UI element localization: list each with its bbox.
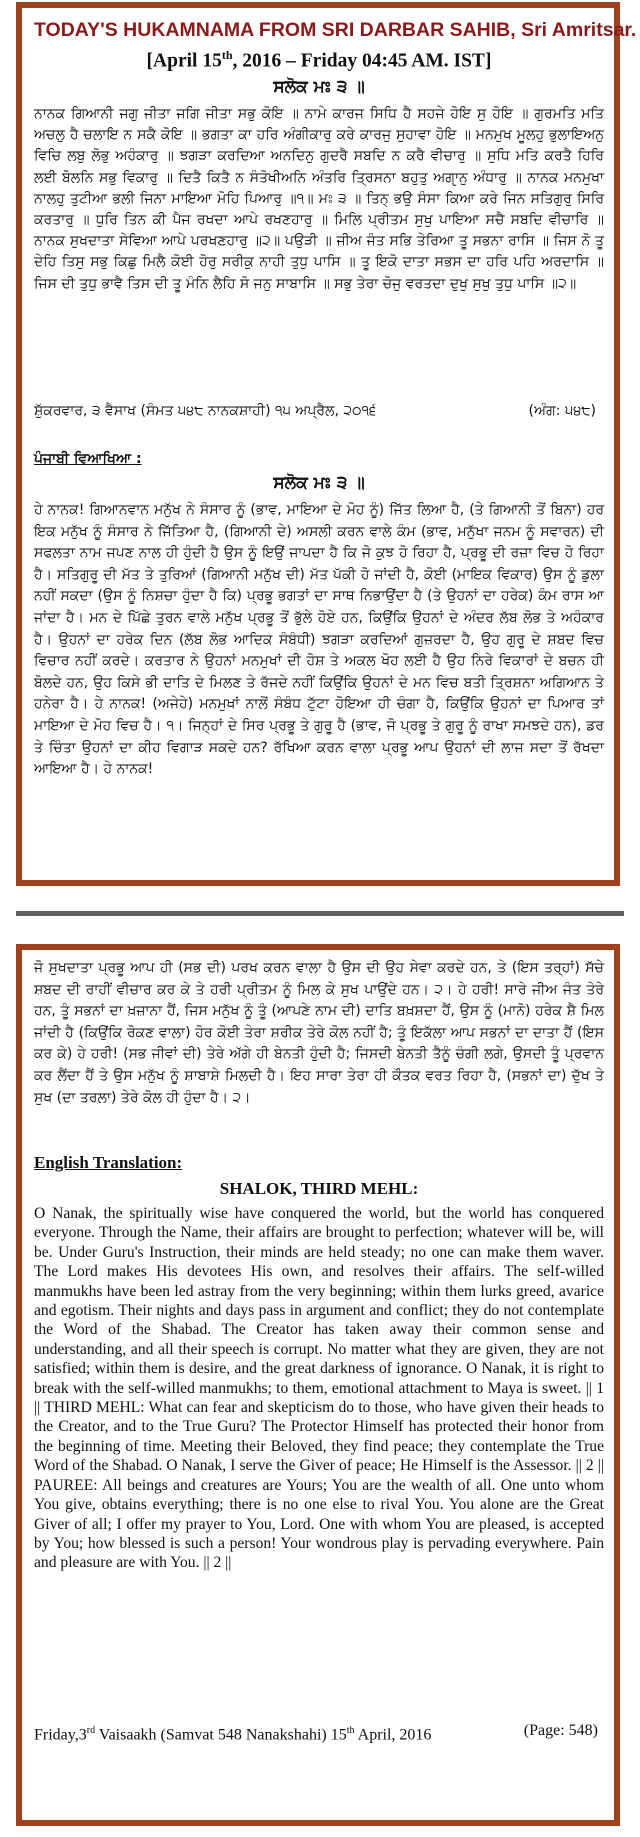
gurbani-date: ਸ਼ੁੱਕਰਵਾਰ, ੩ ਵੈਸਾਖ (ਸੰਮਤ ੫੪੮ ਨਾਨਕਸ਼ਾਹੀ) ੧੫ ਅਪ੍ਰੈਲ, ੨੦੧੬: [34, 403, 377, 419]
date-heading: [34, 43, 604, 74]
gurbani-date-row: [34, 400, 604, 422]
english-page-ref: (Page: 548): [523, 1722, 598, 1739]
english-date-post: April, 2016: [354, 1726, 432, 1744]
punjabi-heading: ਸਲੋਕ ਮਃ ੩ ॥: [273, 473, 365, 493]
gurbani-page-ref: (ਅੰਗ: ੫੪੮): [528, 403, 596, 419]
date-heading-post: , 2016 – Friday 04:45 AM. IST]: [232, 50, 492, 72]
english-date-sup: rd: [86, 1725, 96, 1736]
english-heading: SHALOK, THIRD MEHL:: [219, 1179, 419, 1198]
punjabi-label: ਪੰਜਾਬੀ ਵਿਆਖਿਆ :: [34, 451, 142, 467]
page-title: TODAY'S HUKAMNAMA FROM SRI DARBAR SAHIB, Sri Amritsar.: [34, 19, 637, 41]
punjabi-text-part2: ਜੋ ਸੁਖਦਾਤਾ ਪ੍ਰਭੂ ਆਪ ਹੀ (ਸਭ ਦੀ) ਪਰਖ ਕਰਨ ਵਾਲਾ ਹੈ ਉਸ ਦੀ ਉਹ ਸੇਵਾ ਕਰਦੇ ਹਨ, ਤੇ (ਇਸ ਤਰ੍ਹਾਂ) ਸੱਚੇ ਸ਼ਬਦ ਦੀ ਰਾਹੀਂ ਵੀਚਾਰ ਕਰ ਕੇ ਤੇ ਹਰੀ ਪ੍ਰੀਤਮ ਨੂੰ ਮਿਲ ਕੇ ਸੁਖ ਪਾਉਂਦੇ ਹਨ। ੨। ਹੇ ਹਰੀ! ਸਾਰੇ ਜੀਅ ਜੰਤ ਤੇਰੇ ਹਨ, ਤੂੰ ਸਭਨਾਂ ਦਾ ਖ਼ਜ਼ਾਨਾ ਹੈਂ, ਜਿਸ ਮਨੁੱਖ ਨੂੰ ਤੂੰ (ਆਪਣੇ ਨਾਮ ਦੀ) ਦਾਤਿ ਬਖ਼ਸ਼ਦਾ ਹੈਂ, ਉਸ ਨੂੰ (ਮਾਨੋ) ਹਰੇਕ ਸ਼ੈ ਮਿਲ ਜਾਂਦੀ ਹੈ (ਕਿਉਂਕਿ ਰੋਕਣ ਵਾਲਾ) ਹੋਰ ਕੋਈ ਤੇਰਾ ਸ਼ਰੀਕ ਤੇਰੇ ਕੋਲ ਨਹੀਂ ਹੈ; ਤੂੰ ਇਕੱਲਾ ਆਪ ਸਭਨਾਂ ਦਾ ਦਾਤਾ ਹੈਂ (ਇਸ ਕਰ ਕੇ) ਹੇ ਹਰੀ! (ਸਭ ਜੀਵਾਂ ਦੀ) ਤੇਰੇ ਅੱਗੇ ਹੀ ਬੇਨਤੀ ਹੁੰਦੀ ਹੈ; ਜਿਸਦੀ ਬੇਨਤੀ ਤੈਨੂੰ ਚੰਗੀ ਲਗੇ, ਉਸਦੀ ਤੂੰ ਪ੍ਰਵਾਨ ਕਰ ਲੈਂਦਾ ਹੈਂ ਤੇ ਉਸ ਮਨੁੱਖ ਨੂੰ ਸ਼ਾਬਾਸ਼ੇ ਮਿਲਦੀ ਹੈ। ਇਹ ਸਾਰਾ ਤੇਰਾ ਹੀ ਕੌਤਕ ਵਰਤ ਰਿਹਾ ਹੈ, (ਸਭਨਾਂ ਦਾ) ਦੁੱਖ ਤੇ ਸੁਖ (ਦਾ ਤਰਲਾ) ਤੇਰੇ ਕੋਲ ਹੀ ਹੁੰਦਾ ਹੈ। ੨।: [34, 960, 604, 1106]
section-divider: [16, 911, 624, 916]
gurbani-text: ਨਾਨਕ ਗਿਆਨੀ ਜਗੁ ਜੀਤਾ ਜਗਿ ਜੀਤਾ ਸਭੁ ਕੋਇ ॥ ਨਾਮੇ ਕਾਰਜ ਸਿਧਿ ਹੈ ਸਹਜੇ ਹੋਇ ਸੁ ਹੋਇ ॥ ਗੁਰਮਤਿ ਮਤਿ ਅਚਲੁ ਹੈ ਚਲਾਇ ਨ ਸਕੈ ਕੋਇ ॥ ਭਗਤਾ ਕਾ ਹਰਿ ਅੰਗੀਕਾਰੁ ਕਰੇ ਕਾਰਜੁ ਸੁਹਾਵਾ ਹੋਇ ॥ ਮਨਮੁਖ ਮੂਲਹੁ ਭੁਲਾਇਅਨੁ ਵਿਚਿ ਲਬੁ ਲੋਭੁ ਅਹੰਕਾਰੁ ॥ ਝਗੜਾ ਕਰਦਿਆ ਅਨਦਿਨੁ ਗੁਦਰੈ ਸਬਦਿ ਨ ਕਰੈ ਵੀਚਾਰੁ ॥ ਸੁਧਿ ਮਤਿ ਕਰਤੈ ਹਿਰਿ ਲਈ ਬੋਲਨਿ ਸਭੁ ਵਿਕਾਰੁ ॥ ਦਿਤੈ ਕਿਤੈ ਨ ਸੰਤੋਖੀਅਨਿ ਅੰਤਰਿ ਤ੍ਰਿਸਨਾ ਬਹੁਤੁ ਅਗੵਾਨੁ ਅੰਧਾਰੁ ॥ ਨਾਨਕ ਮਨਮੁਖਾ ਨਾਲਹੁ ਤੁਟੀਆ ਭਲੀ ਜਿਨਾ ਮਾਇਆ ਮੋਹਿ ਪਿਆਰੁ ॥੧॥ ਮਃ ੩ ॥ ਤਿਨ੍ ਭਉ ਸੰਸਾ ਕਿਆ ਕਰੇ ਜਿਨ ਸਤਿਗੁਰੁ ਸਿਰਿ ਕਰਤਾਰੁ ॥ ਧੁਰਿ ਤਿਨ ਕੀ ਪੈਜ ਰਖਦਾ ਆਪੇ ਰਖਣਹਾਰੁ ॥ ਮਿਲਿ ਪ੍ਰੀਤਮ ਸੁਖੁ ਪਾਇਆ ਸਚੈ ਸਬਦਿ ਵੀਚਾਰਿ ॥ ਨਾਨਕ ਸੁਖਦਾਤਾ ਸੇਵਿਆ ਆਪੇ ਪਰਖਣਹਾਰੁ ॥੨॥ ਪਉੜੀ ॥ ਜੀਅ ਜੰਤ ਸਭਿ ਤੇਰਿਆ ਤੂ ਸਭਨਾ ਰਾਸਿ ॥ ਜਿਸ ਨੋ ਤੂ ਦੇਹਿ ਤਿਸੁ ਸਭੁ ਕਿਛੁ ਮਿਲੈ ਕੋਈ ਹੋਰੁ ਸਰੀਕੁ ਨਾਹੀ ਤੁਧੁ ਪਾਸਿ ॥ ਤੂ ਇਕੋ ਦਾਤਾ ਸਭਸ ਦਾ ਹਰਿ ਪਹਿ ਅਰਦਾਸਿ ॥ ਜਿਸ ਦੀ ਤੁਧੁ ਭਾਵੈ ਤਿਸ ਦੀ ਤੂ ਮੰਨਿ ਲੈਹਿ ਸੋ ਜਨੁ ਸਾਬਾਸਿ ॥ ਸਭੁ ਤੇਰਾ ਚੋਜੁ ਵਰਤਦਾ ਦੁਖੁ ਸੁਖੁ ਤੁਧੁ ਪਾਸਿ ॥੨॥: [34, 106, 604, 292]
punjabi-text-part1: ਹੇ ਨਾਨਕ! ਗਿਆਨਵਾਨ ਮਨੁੱਖ ਨੇ ਸੰਸਾਰ ਨੂੰ (ਭਾਵ, ਮਾਇਆ ਦੇ ਮੋਹ ਨੂੰ) ਜਿੱਤ ਲਿਆ ਹੈ, (ਤੇ ਗਿਆਨੀ ਤੋਂ ਬਿਨਾ) ਹਰ ਇਕ ਮਨੁੱਖ ਨੂੰ ਸੰਸਾਰ ਨੇ ਜਿੱਤਿਆ ਹੈ, (ਗਿਆਨੀ ਦੇ) ਅਸਲੀ ਕਰਨ ਵਾਲੇ ਕੰਮ (ਭਾਵ, ਮਨੁੱਖਾ ਜਨਮ ਨੂੰ ਸਵਾਰਨ) ਦੀ ਸਫਲਤਾ ਨਾਮ ਜਪਣ ਨਾਲ ਹੀ ਹੁੰਦੀ ਹੈ ਉਸ ਨੂੰ ਇਉਂ ਜਾਪਦਾ ਹੈ ਕਿ ਜੋ ਕੁਝ ਹੋ ਰਿਹਾ ਹੈ, ਪ੍ਰਭੂ ਦੀ ਰਜ਼ਾ ਵਿਚ ਹੋ ਰਿਹਾ ਹੈ। ਸਤਿਗੁਰੂ ਦੀ ਮੱਤ ਤੇ ਤੁਰਿਆਂ (ਗਿਆਨੀ ਮਨੁੱਖ ਦੀ) ਮੱਤ ਪੱਕੀ ਹੋ ਜਾਂਦੀ ਹੈ, ਕੋਈ (ਮਾਇਕ ਵਿਕਾਰ) ਉਸ ਨੂੰ ਡੁਲਾ ਨਹੀਂ ਸਕਦਾ (ਉਸ ਨੂੰ ਨਿਸ਼ਚਾ ਹੁੰਦਾ ਹੈ ਕਿ) ਪ੍ਰਭੂ ਭਗਤਾਂ ਦਾ ਸਾਥ ਨਿਭਾਉਂਦਾ ਹੈ (ਤੇ ਉਹਨਾਂ ਦਾ ਹਰੇਕ) ਕੰਮ ਰਾਸ ਆ ਜਾਂਦਾ ਹੈ। ਮਨ ਦੇ ਪਿੱਛੇ ਤੁਰਨ ਵਾਲੇ ਮਨੁੱਖ ਪ੍ਰਭੂ ਤੋਂ ਭੁੱਲੇ ਹੋਏ ਹਨ, ਕਿਉਂਕਿ ਉਹਨਾਂ ਦੇ ਅੰਦਰ ਲੱਬ ਲੋਭ ਤੇ ਅਹੰਕਾਰ ਹੈ। ਉਹਨਾਂ ਦਾ ਹਰੇਕ ਦਿਨ (ਲੱਬ ਲੋਭ ਆਦਿਕ ਸੰਬੰਧੀ) ਝਗੜਾ ਕਰਦਿਆਂ ਗੁਜ਼ਰਦਾ ਹੈ, ਉਹ ਗੁਰੂ ਦੇ ਸ਼ਬਦ ਵਿਚ ਵਿਚਾਰ ਨਹੀਂ ਕਰਦੇ। ਕਰਤਾਰ ਨੇ ਉਹਨਾਂ ਮਨਮੁਖਾਂ ਦੀ ਹੋਸ਼ ਤੇ ਅਕਲ ਖੋਹ ਲਈ ਹੈ ਉਹ ਨਿਰੇ ਵਿਕਾਰਾਂ ਦੇ ਬਚਨ ਹੀ ਬੋਲਦੇ ਹਨ, ਉਹ ਕਿਸੇ ਭੀ ਦਾਤਿ ਦੇ ਮਿਲਣ ਤੇ ਰੱਜਦੇ ਨਹੀਂ ਕਿਉਂਕਿ ਉਹਨਾਂ ਦੇ ਮਨ ਵਿਚ ਬਤੀ ਤ੍ਰਿਸ਼ਨਾ ਅਗਿਆਨ ਤੇ ਹਨੇਰਾ ਹੈ। ਹੇ ਨਾਨਕ! (ਅਜੇਹੇ) ਮਨਮੁਖਾਂ ਨਾਲੋਂ ਸੰਬੰਧ ਟੁੱਟਾ ਹੋਇਆ ਹੀ ਚੰਗਾ ਹੈ, ਕਿਉਂਕਿ ਉਹਨਾਂ ਦਾ ਪਿਆਰ ਤਾਂ ਮਾਇਆ ਦੇ ਮੋਹ ਵਿਚ ਹੈ। ੧। ਜਿਨ੍ਹਾਂ ਦੇ ਸਿਰ ਪ੍ਰਭੂ ਤੇ ਗੁਰੂ ਹੈ (ਭਾਵ, ਜੋ ਪ੍ਰਭੂ ਤੇ ਗੁਰੂ ਨੂੰ ਰਾਖਾ ਸਮਝਦੇ ਹਨ), ਡਰ ਤੇ ਚਿੰਤਾ ਉਹਨਾਂ ਦਾ ਕੀਹ ਵਿਗਾੜ ਸਕਦੇ ਹਨ? ਰੱਖਿਆ ਕਰਨ ਵਾਲਾ ਪ੍ਰਭੂ ਆਪ ਉਹਨਾਂ ਦੀ ਲਾਜ ਸਦਾ ਤੋਂ ਰੱਖਦਾ ਆਇਆ ਹੈ। ਹੇ ਨਾਨਕ!: [34, 502, 604, 778]
english-date: [34, 1720, 431, 1746]
date-heading-sup: th: [221, 48, 233, 62]
english-date-sup2: th: [346, 1725, 355, 1736]
english-date-row: [34, 1720, 604, 1746]
english-text: O Nanak, the spiritually wise have conquered the world, but the world has conquered everyone. Through the Name, their affairs are brought to perfection; whatever will be, will be. Under Guru's Instruction, their minds are held steady; no one can make them waver. The Lord makes His devotees His own, and resolves their affairs. The self-willed manmukhs have been led astray from the very beginning; within them lurks greed, avarice and egotism. Their nights and days pass in argument and conflict; they do not contemplate the Word of the Shabad. The Creator has taken away their common sense and understanding, and all their speech is corrupt. No matter what they are given, they are not satisfied; within them is desire, and the great darkness of ignorance. O Nanak, it is right to break with the self-willed manmukhs; to them, emotional attachment to Maya is sweet. || 1 || THIRD MEHL: What can fear and skepticism do to those, who have given their heads to the Creator, and to the True Guru? The Protector Himself has protected their honor from the beginning of time. Meeting their Beloved, they find peace; they contemplate the True Word of the Shabad. O Nanak, I serve the Giver of peace; He Himself is the Assessor. || 2 || PAUREE: All beings and creatures are Yours; You are the wealth of all. One unto whom You give, obtains everything; there is no one else to rival You. You alone are the Great Giver of all; I offer my prayer to You, Lord. One with whom You are pleased, is accepted by You; how blessed is such a person! Your wondrous play is pervading everywhere. Pain and pleasure are with You. || 2 ||: [34, 1205, 604, 1572]
english-label: English Translation:: [34, 1153, 183, 1172]
hukamnama-card-bottom: [16, 944, 620, 1826]
english-date-mid: Vaisaakh (Samvat 548 Nanakshahi) 15: [95, 1726, 347, 1744]
gurbani-heading: ਸਲੋਕ ਮਃ ੩ ॥: [273, 77, 365, 97]
hukamnama-card-top: [16, 2, 637, 886]
english-date-pre: Friday,3: [34, 1726, 87, 1744]
date-heading-pre: [April 15: [146, 50, 222, 72]
